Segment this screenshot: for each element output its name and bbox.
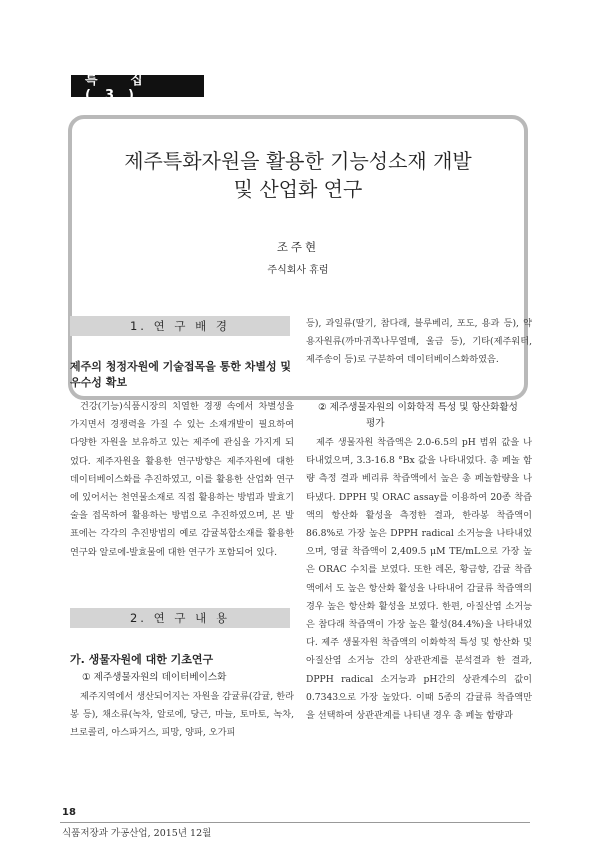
article-title (72, 147, 524, 203)
section-heading-content: 2. 연 구 내 용 (70, 608, 290, 628)
list-item-evaluation-line1: ② 제주생물자원의 이화학적 특성 및 항산화활성 (318, 402, 518, 413)
feature-badge: 특 집 (3) (71, 75, 204, 97)
title-line-2: 및 산업화 연구 (233, 177, 363, 201)
right-paragraph-2: 제주 생물자원 착즙액은 2.0-6.5의 pH 범위 값을 나타내었으며, 3.3-16.8 °Bx 값을 나타내었다. 총 페놀 함량 측정 결과 베리류 착즙액에서 높은 총 페놀함량을 나타냈다. DPPH 및 ORAC assay를 이용하여 20종 착즙액의 항산화 활성을 측정한 결과, 한라봉 착즙액이 86.8%로 가장 높은 DPPH radical 소거능을 나타내었으며, 영귤 착즙액이 2,409.5 μM TE/mL으로 가장 높은 ORAC 수치를 보였다. 또한 레몬, 황금향, 감귤 착즙액에서 도 높은 항산화 활성을 나타내어 감귤류 착즙액의 경우 높은 항산화 활성을 보였다. 한편, 아질산염 소거능은 참다래 착즙액이 가장 높은 활성(84.4%)을 나타내었다. 제주 생물자원 착즙액의 이화학적 특성 및 항산화 및 아질산염 소거능 간의 상관관계를 분석결과 한 결과, DPPH radical 소거능과 pH간의 상관계수의 값이 0.7343으로 가장 높았다. 이때 5종의 감귤류 착즙액만을 선택하여 상관관계를 나티낸 경우 총 페놀 함량과 (306, 437, 532, 722)
author-name: 조주현 (276, 240, 320, 254)
footer-divider (60, 822, 530, 823)
section-heading-background: 1. 연 구 배 경 (70, 316, 290, 336)
list-item-database: ① 제주생물자원의 데이터베이스화 (82, 672, 227, 683)
page-number: 18 (62, 807, 76, 818)
content-paragraph: 제주지역에서 생산되어지는 자원을 감귤류(감귤, 한라봉 등), 채소류(녹차, 알로에, 당근, 마늘, 토마토, 녹차, 브로콜리, 아스파거스, 피망, 양파, 오가피 (70, 691, 294, 739)
list-item-evaluation-line2: 평가 (366, 418, 385, 429)
background-paragraph: 건강(기능)식품시장의 치열한 경쟁 속에서 차별성을 가지면서 경쟁력을 가질 수 있는 소재개발이 필요하여 다양한 자원을 보유하고 있는 제주에 관심을 가지게 되었다. 제주자원을 활용한 연구방향은 제주자원에 대한 데이터베이스화를 추진하였고, 이를 활용한 산업화 연구에 있어서는 천연물소재로 직접 활용하는 방법과 발효기술을 접목하여 활용하는 방법으로 추진하였으며, 본 발표에는 각각의 추진방법의 예로 감귤복합소재를 활용한 연구와 알로에-발효물에 대한 연구가 포함되어 있다. (70, 401, 294, 558)
author-affiliation: 주식회사 휴럼 (267, 265, 329, 276)
title-line-1: 제주특화자원을 활용한 기능성소재 개발 (124, 149, 472, 173)
right-paragraph-1: 등), 과일류(딸기, 참다래, 블루베리, 포도, 용과 등), 약용자원류(까마귀쪽나무열매, 울금 등), 기타(제주워터, 제주송이 등)로 구분하여 데이터베이스화하였음. (306, 318, 532, 366)
journal-footer: 식품저장과 가공산업, 2015년 12월 (62, 828, 212, 839)
list-item-evaluation (318, 400, 534, 432)
content-subheading: 가. 생물자원에 대한 기초연구 (70, 653, 214, 666)
background-subheading: 제주의 청정자원에 기술접목을 통한 차별성 및 우수성 확보 (70, 360, 292, 389)
